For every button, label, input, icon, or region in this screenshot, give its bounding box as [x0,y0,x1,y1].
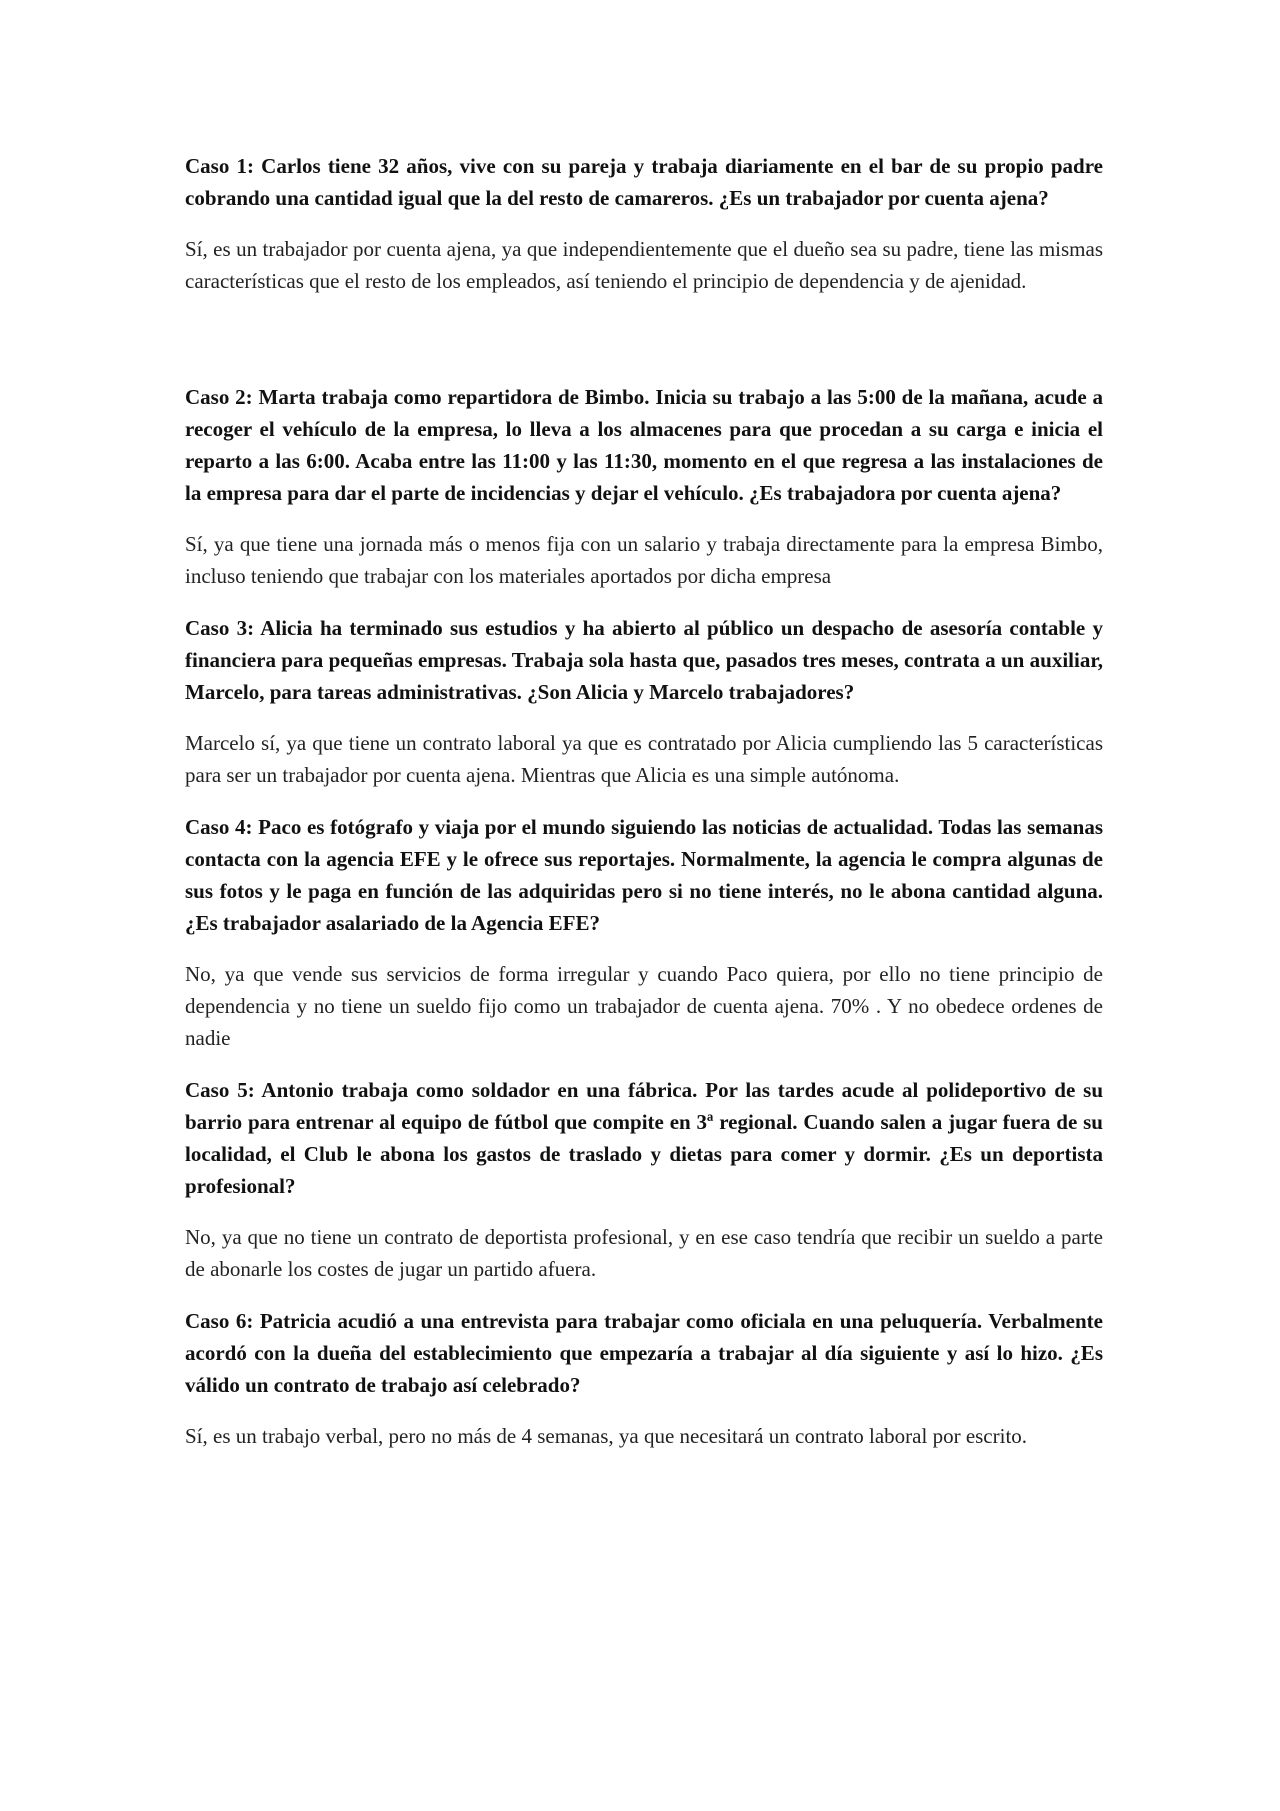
case-1-answer: Sí, es un trabajador por cuenta ajena, ya que independientemente que el dueño sea su padre, tiene las mismas características que el resto de los empleados, así teniendo el principio de dependencia y de ajenidad. [185,237,1103,293]
case-6-answer: Sí, es un trabajo verbal, pero no más de 4 semanas, ya que necesitará un contrato laboral por escrito. [185,1424,1028,1448]
case-4-question: Caso 4: Paco es fotógrafo y viaja por el mundo siguiendo las noticias de actualidad. Todas las semanas contacta con la agencia EFE y le ofrece sus reportajes. Normalmente, la agencia le compra algunas de sus fotos y le paga en función de las adquiridas pero si no tiene interés, no le abona cantidad alguna. ¿Es trabajador asalariado de la Agencia EFE? [185,815,1103,935]
case-5-question: Caso 5: Antonio trabaja como soldador en una fábrica. Por las tardes acude al polideportivo de su barrio para entrenar al equipo de fútbol que compite en 3ª regional. Cuando salen a jugar fuera de su localidad, el Club le abona los gastos de traslado y dietas para comer y dormir. ¿Es un deportista profesional? [185,1078,1103,1198]
case-4-answer: No, ya que vende sus servicios de forma irregular y cuando Paco quiera, por ello no tiene principio de dependencia y no tiene un sueldo fijo como un trabajador de cuenta ajena. 70% . Y no obedece ordenes de nadie [185,962,1103,1050]
case-3-question: Caso 3: Alicia ha terminado sus estudios y ha abierto al público un despacho de asesoría contable y financiera para pequeñas empresas. Trabaja sola hasta que, pasados tres meses, contrata a un auxiliar, Marcelo, para tareas administrativas. ¿Son Alicia y Marcelo trabajadores? [185,616,1103,704]
case-5-answer: No, ya que no tiene un contrato de deportista profesional, y en ese caso tendría que recibir un sueldo a parte de abonarle los costes de jugar un partido afuera. [185,1225,1103,1281]
case-3-answer: Marcelo sí, ya que tiene un contrato laboral ya que es contratado por Alicia cumpliendo las 5 características para ser un trabajador por cuenta ajena. Mientras que Alicia es una simple autónoma. [185,731,1103,787]
case-1-question: Caso 1: Carlos tiene 32 años, vive con su pareja y trabaja diariamente en el bar de su propio padre cobrando una cantidad igual que la del resto de camareros. ¿Es un trabajador por cuenta ajena? [185,154,1103,210]
case-2-answer: Sí, ya que tiene una jornada más o menos fija con un salario y trabaja directamente para la empresa Bimbo, incluso teniendo que trabajar con los materiales aportados por dicha empresa [185,532,1103,588]
document-page [185,150,1103,1452]
case-2-question: Caso 2: Marta trabaja como repartidora de Bimbo. Inicia su trabajo a las 5:00 de la mañana, acude a recoger el vehículo de la empresa, lo lleva a los almacenes para que procedan a su carga e inicia el reparto a las 6:00. Acaba entre las 11:00 y las 11:30, momento en el que regresa a las instalaciones de la empresa para dar el parte de incidencias y dejar el vehículo. ¿Es trabajadora por cuenta ajena? [185,385,1103,505]
case-6-question: Caso 6: Patricia acudió a una entrevista para trabajar como oficiala en una peluquería. Verbalmente acordó con la dueña del establecimiento que empezaría a trabajar al día siguiente y así lo hizo. ¿Es válido un contrato de trabajo así celebrado? [185,1309,1103,1397]
